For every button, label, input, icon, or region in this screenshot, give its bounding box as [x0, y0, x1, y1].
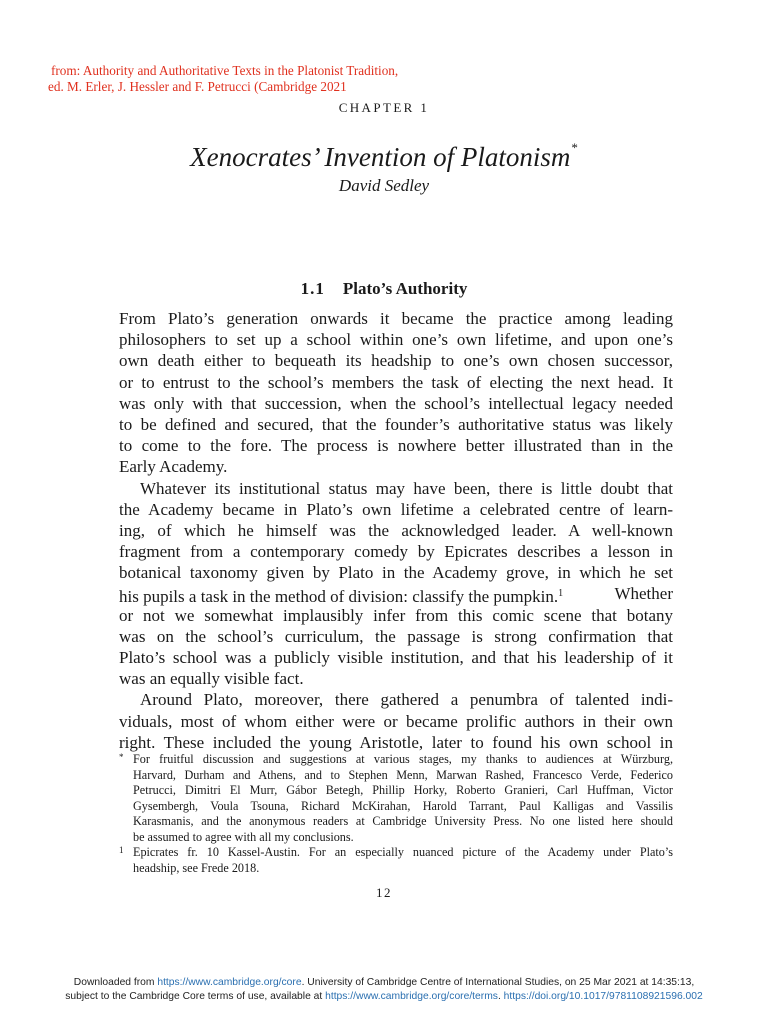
footnote-star — [119, 752, 673, 845]
download-middle: . University of Cambridge Centre of International Studies, on 25 Mar 2021 at 14:35:13, — [301, 977, 695, 988]
download-prefix: Downloaded from — [73, 977, 158, 988]
download-line2-prefix: subject to the Cambridge Core terms of use, available at — [65, 991, 326, 1002]
download-notice — [0, 976, 768, 1004]
section-number: 1.1 — [300, 279, 325, 298]
p1-line: Early Academy. — [119, 457, 228, 477]
terms-link[interactable]: https://www.cambridge.org/core/terms — [325, 991, 498, 1002]
p1-line: was only with that succession, when the school’s intellectual legacy needed — [119, 393, 673, 413]
footnote-line: Gysembergh, Voula Tsouna, Richard McKirahan, Harold Tarrant, Paul Kalligas and Vassilis — [133, 798, 673, 813]
cambridge-core-link[interactable]: https://www.cambridge.org/core — [157, 977, 302, 988]
title-footnote-mark[interactable]: * — [571, 140, 578, 155]
footnotes — [119, 752, 673, 876]
footnote-line: Petrucci, Dimitri El Murr, Gábor Betegh, Phillip Horky, Roberto Granieri, Carl Huffman, Victor — [133, 783, 673, 797]
chapter-title — [0, 131, 768, 174]
download-notice-line-1 — [0, 976, 768, 990]
p2-line: fragment from a contemporary comedy by Epicrates describes a lesson in — [119, 542, 673, 562]
footnote-line: headship, see Frede 2018. — [133, 860, 260, 875]
doi-link[interactable]: https://doi.org/10.1017/9781108921596.002 — [503, 991, 703, 1002]
download-notice-line-2 — [0, 990, 768, 1004]
section-title: Plato’s Authority — [342, 279, 468, 298]
p3-line: right. These included the young Aristotle, later to found his own school in — [119, 732, 673, 752]
p2-line: botanical taxonomy given by Plato in the Academy grove, in which he set — [119, 563, 673, 583]
chapter-label: CHAPTER 1 — [338, 100, 430, 115]
p2-line: was an equally visible fact. — [119, 669, 304, 689]
p2-line: Plato’s school was a publicly visible institution, and that his leadership of it — [119, 648, 673, 667]
footnote-line: be assumed to agree with all my conclusions. — [133, 829, 354, 844]
p2-line-part-b: Whether — [614, 584, 673, 604]
p3-line: viduals, most of whom either were or became prolific authors in their own — [119, 711, 673, 731]
p2-line: the Academy became in Plato’s own lifetime a celebrated centre of learn- — [119, 499, 673, 519]
p2-line: ing, of which he himself was the acknowledged leader. A well-known — [119, 520, 673, 540]
body-text — [119, 308, 673, 753]
source-note — [48, 63, 398, 94]
author-name: David Sedley — [338, 176, 430, 195]
source-note-line-2: ed. M. Erler, J. Hessler and F. Petrucci (Cambridge 2021 — [48, 78, 347, 94]
chapter-title-text: Xenocrates’ Invention of Platonism — [190, 142, 571, 172]
p2-line-part-a — [119, 583, 564, 607]
source-note-line-1: from: Authority and Authoritative Texts in the Platonist Tradition, — [51, 63, 399, 78]
p2-line: or not we somewhat implausibly infer from this comic scene that botany — [119, 605, 673, 625]
footnote-ref-1[interactable]: 1 — [558, 588, 564, 600]
p1-line: to come to the fore. The process is nowhere better illustrated than in the — [119, 436, 673, 456]
footnote-line: Harvard, Durham and Athens, and to Stephen Menn, Marwan Rashed, Francesco Verde, Federico — [133, 767, 673, 782]
download-separator: . — [497, 991, 504, 1002]
footnote-line: Karasmanis, and the anonymous readers at Cambridge University Press. No one listed here should — [133, 814, 673, 828]
p1-line: philosophers to set up a school within one’s own lifetime, and upon one’s — [119, 330, 673, 350]
p2-line-text: his pupils a task in the method of division: classify the pumpkin. — [119, 587, 559, 607]
p2-line: was on the school’s curriculum, the passage is strong confirmation that — [119, 626, 673, 646]
section-heading — [0, 279, 768, 299]
p1-line: From Plato’s generation onwards it became the practice among leading — [119, 309, 673, 328]
footnote-1 — [119, 845, 673, 876]
p1-line: own death either to bequeath its headship to one’s own chosen successor, — [119, 351, 673, 371]
p3-line: Around Plato, moreover, there gathered a penumbra of talented indi- — [140, 690, 673, 710]
p1-line: to be defined and secured, that the founder’s authoritative status was likely — [119, 414, 673, 434]
p2-line: Whatever its institutional status may have been, there is little doubt that — [140, 478, 673, 498]
footnote-line: For fruitful discussion and suggestions at various stages, my thanks to audiences at Würzburg, — [133, 752, 673, 766]
page-number: 12 — [376, 885, 392, 900]
p2-line-with-footnote — [119, 583, 673, 607]
footnote-1-mark: 1 — [119, 845, 124, 855]
footnote-star-mark: * — [119, 752, 124, 762]
p1-line: or to entrust to the school’s members the task of electing the next head. It — [119, 372, 673, 392]
footnote-line: Epicrates fr. 10 Kassel-Austin. For an especially nuanced picture of the Academy under Plato’s — [133, 845, 673, 859]
